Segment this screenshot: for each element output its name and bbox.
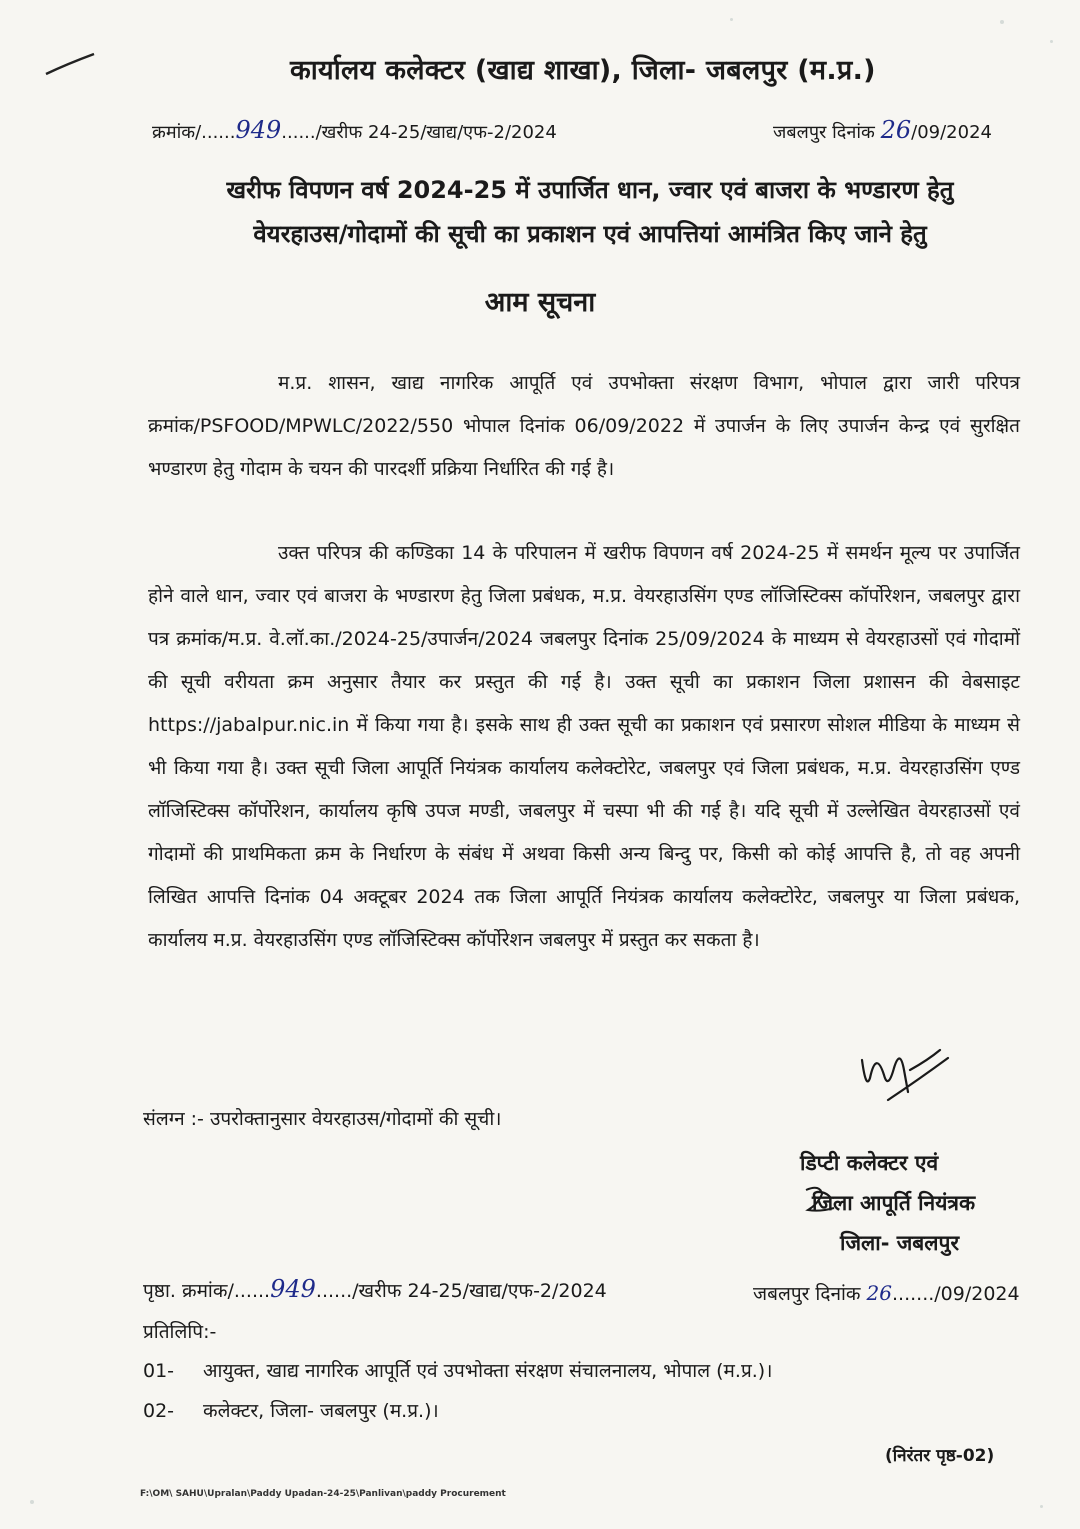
copy-list-item	[143, 1397, 439, 1423]
copy-item-text: आयुक्त, खाद्य नागरिक आपूर्ति एवं उपभोक्ता संरक्षण संचालनालय, भोपाल (म.प्र.)।	[203, 1360, 773, 1382]
copy-item-text: कलेक्टर, जिला- जबलपुर (म.प्र.)।	[203, 1400, 439, 1422]
handwritten-initial	[800, 1180, 840, 1220]
copy-reference-line	[143, 1275, 607, 1303]
footer-file-path: F:\OM\ SAHU\Upralan\Paddy Upadan-24-25\Panlivan\paddy Procurement	[140, 1489, 506, 1499]
copy-date-prefix: जबलपुर दिनांक	[753, 1283, 867, 1305]
office-title: कार्यालय कलेक्टर (खाद्य शाखा), जिला- जबलपुर (म.प्र.)	[290, 55, 876, 86]
body-paragraph-2: उक्त परिपत्र की कण्डिका 14 के परिपालन में खरीफ विपणन वर्ष 2024-25 में समर्थन मूल्य पर उपार्जित होने वाले धान, ज्वार एवं बाजरा के भण्डारण हेतु जिला प्रबंधक, म.प्र. वेयरहाउसिंग एण्ड लॉजिस्टिक्स कॉर्पोरेशन, जबलपुर द्वारा पत्र क्रमांक/म.प्र. वे.लॉ.का./2024-25/उपार्जन/2024 जबलपुर दिनांक 25/09/2024 के माध्यम से वेयरहाउसों एवं गोदामों की सूची वरीयता क्रम अनुसार तैयार कर प्रस्तुत की गई है। उक्त सूची का प्रकाशन जिला प्रशासन की वेबसाइट https://jabalpur.nic.in में किया गया है। इसके साथ ही उक्त सूची का प्रकाशन एवं प्रसारण सोशल मीडिया के माध्यम से भी किया गया है। उक्त सूची जिला आपूर्ति नियंत्रक कार्यालय कलेक्टोरेट, जबलपुर एवं जिला प्रबंधक, म.प्र. वेयरहाउसिंग एण्ड लॉजिस्टिक्स कॉर्पोरेशन, कार्यालय कृषि उपज मण्डी, जबलपुर में चस्पा भी की गई है। यदि सूची में उल्लेखित वेयरहाउसों एवं गोदामों की प्राथमिकता क्रम के निर्धारण के संबंध में अथवा किसी अन्य बिन्दु पर, किसी को कोई आपत्ति है, तो वह अपनी लिखित आपत्ति दिनांक 04 अक्टूबर 2024 तक जिला आपूर्ति नियंत्रक कार्यालय कलेक्टोरेट, जबलपुर या जिला प्रबंधक, कार्यालय म.प्र. वेयरहाउसिंग एण्ड लॉजिस्टिक्स कॉर्पोरेशन जबलपुर में प्रस्तुत कर सकता है।	[148, 542, 1020, 951]
copy-list-item	[143, 1357, 772, 1383]
copy-ref-number-handwritten: 949	[270, 1275, 316, 1303]
enclosure-note: संलग्न :- उपरोक्तानुसार वेयरहाउस/गोदामों की सूची।	[143, 1108, 502, 1130]
copy-ref-suffix: ....../खरीफ 24-25/खाद्य/एफ-2/2024	[315, 1280, 607, 1302]
date-prefix: जबलपुर दिनांक	[773, 122, 881, 143]
copy-to-label: प्रतिलिपि:-	[143, 1321, 217, 1343]
copy-ref-prefix: पृष्ठा. क्रमांक/......	[143, 1280, 271, 1302]
pen-stroke-mark	[42, 50, 102, 80]
signatory-district: जिला- जबलपुर	[840, 1231, 960, 1255]
date-day-handwritten: 26	[880, 116, 912, 144]
signatory-designation-1: डिप्टी कलेक्टर एवं	[800, 1151, 939, 1175]
paper-speck	[1000, 20, 1004, 24]
copy-date-line	[753, 1280, 1020, 1306]
reference-number-line	[152, 116, 557, 144]
handwritten-signature	[848, 1030, 958, 1110]
paper-speck	[1050, 40, 1053, 43]
ref-number-handwritten: 949	[235, 116, 282, 144]
signatory-designation-2: जिला आपूर्ति नियंत्रक	[812, 1191, 976, 1215]
copy-date-suffix: ......./09/2024	[892, 1283, 1020, 1305]
subject-line-2: वेयरहाउस/गोदामों की सूची का प्रकाशन एवं आपत्तियां आमंत्रित किए जाने हेतु	[253, 220, 927, 248]
copy-item-number: 01-	[143, 1360, 175, 1382]
body-paragraph-1: म.प्र. शासन, खाद्य नागरिक आपूर्ति एवं उपभोक्ता संरक्षण विभाग, भोपाल द्वारा जारी परिपत्र क्रमांक/PSFOOD/MPWLC/2022/550 भोपाल दिनांक 06/09/2022 में उपार्जन के लिए उपार्जन केन्द्र एवं सुरक्षित भण्डारण हेतु गोदाम के चयन की पारदर्शी प्रक्रिया निर्धारित की गई है।	[148, 372, 1020, 480]
paper-speck	[730, 18, 733, 21]
copy-date-day-handwritten: 26	[866, 1281, 892, 1305]
continued-note: (निरंतर पृष्ठ-02)	[885, 1446, 995, 1466]
ref-prefix: क्रमांक/......	[152, 122, 236, 143]
copy-item-number: 02-	[143, 1400, 175, 1422]
issue-date-line	[773, 116, 992, 144]
subject-heading	[150, 168, 1030, 256]
notice-heading: आम सूचना	[484, 287, 596, 318]
paper-speck	[30, 1500, 34, 1504]
subject-line-1: खरीफ विपणन वर्ष 2024-25 में उपार्जित धान, ज्वार एवं बाजरा के भण्डारण हेतु	[226, 176, 954, 204]
ref-suffix: ....../खरीफ 24-25/खाद्य/एफ-2/2024	[281, 122, 557, 143]
date-suffix: /09/2024	[911, 122, 992, 143]
paper-speck	[1040, 1505, 1043, 1508]
